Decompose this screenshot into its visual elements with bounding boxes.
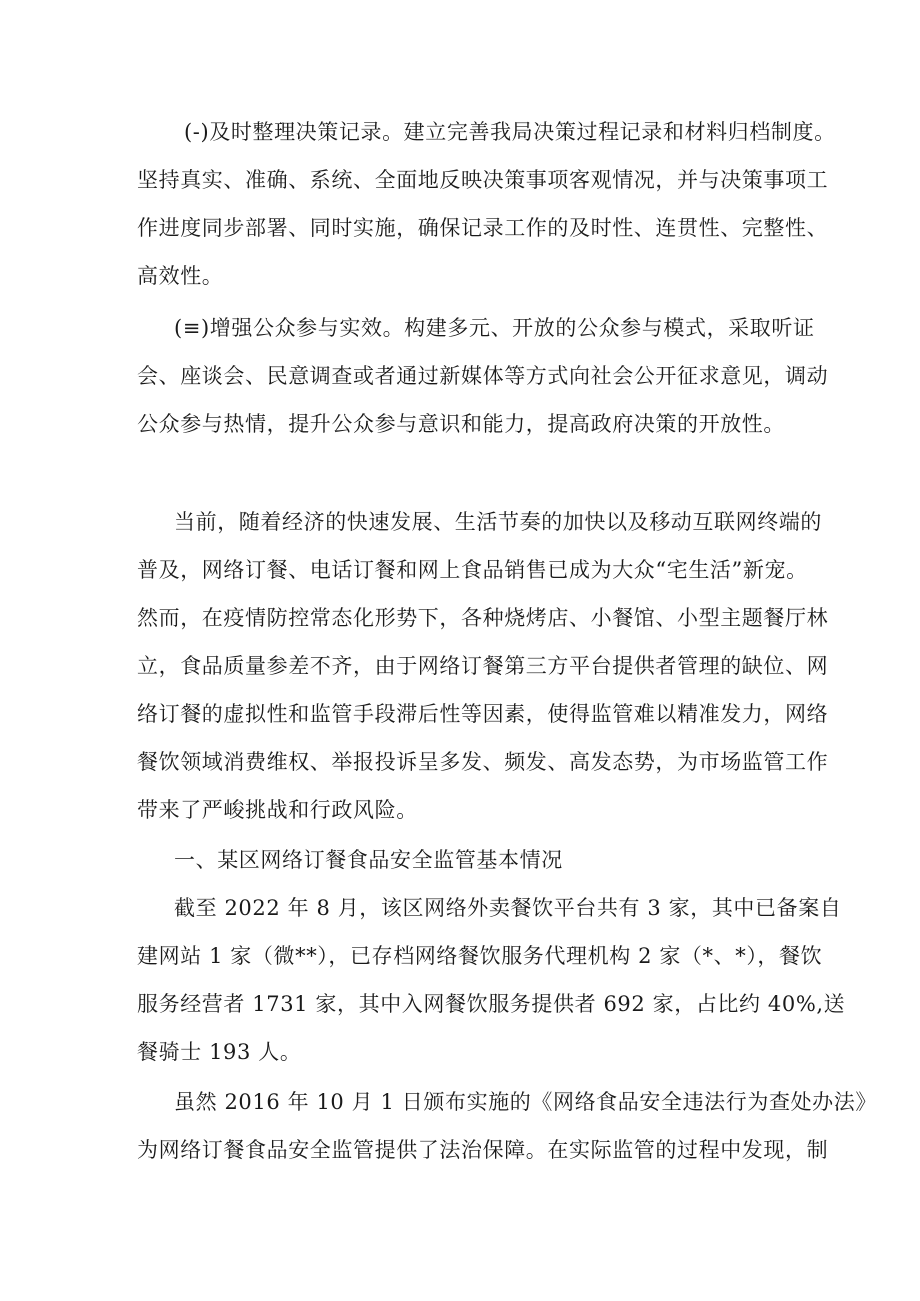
paragraph-2-line-3: 公众参与热情，提升公众参与意识和能力，提高政府决策的开放性。 [137, 412, 785, 436]
paragraph-2-line-1: (≡)增强公众参与实效。构建多元、开放的公众参与模式，采取听证 [174, 316, 815, 340]
paragraph-3-line-1: 当前，随着经济的快速发展、生活节奏的加快以及移动互联网终端的 [174, 510, 822, 534]
paragraph-1-line-1: (-)及时整理决策记录。建立完善我局决策过程记录和材料归档制度。 [184, 120, 836, 144]
paragraph-3-line-3: 然而，在疫情防控常态化形势下，各种烧烤店、小餐馆、小型主题餐厅林 [137, 606, 829, 630]
paragraph-4-line-3: 服务经营者 1731 家，其中入网餐饮服务提供者 692 家，占比约 40%,送 [137, 992, 846, 1016]
paragraph-3-line-4: 立，食品质量参差不齐，由于网络订餐第三方平台提供者管理的缺位、网 [137, 654, 829, 678]
paragraph-1-line-2: 坚持真实、准确、系统、全面地反映决策事项客观情况，并与决策事项工 [137, 168, 829, 192]
paragraph-3-line-7: 带来了严峻挑战和行政风险。 [137, 798, 418, 822]
paragraph-2-line-2: 会、座谈会、民意调查或者通过新媒体等方式向社会公开征求意见，调动 [137, 364, 829, 388]
paragraph-1-line-3: 作进度同步部署、同时实施，确保记录工作的及时性、连贯性、完整性、 [137, 216, 829, 240]
paragraph-5-line-2: 为网络订餐食品安全监管提供了法治保障。在实际监管的过程中发现，制 [137, 1138, 829, 1162]
paragraph-4-line-2: 建网站 1 家（微**），已存档网络餐饮服务代理机构 2 家（*、*），餐饮 [137, 944, 823, 968]
paragraph-3-line-5: 络订餐的虚拟性和监管手段滞后性等因素，使得监管难以精准发力，网络 [137, 702, 829, 726]
paragraph-5-line-1: 虽然 2016 年 10 月 1 日颁布实施的《网络食品安全违法行为查处办法》 [174, 1090, 877, 1114]
paragraph-3-line-6: 餐饮领域消费维权、举报投诉呈多发、频发、高发态势，为市场监管工作 [137, 750, 829, 774]
paragraph-1-line-4: 高效性。 [137, 264, 224, 288]
paragraph-4-line-1: 截至 2022 年 8 月，该区网络外卖餐饮平台共有 3 家，其中已备案自 [174, 896, 842, 920]
paragraph-3-line-2: 普及，网络订餐、电话订餐和网上食品销售已成为大众“宅生活”新宠。 [137, 558, 808, 582]
paragraph-4-line-4: 餐骑士 193 人。 [137, 1040, 302, 1064]
section-heading: 一、某区网络订餐食品安全监管基本情况 [174, 848, 563, 872]
